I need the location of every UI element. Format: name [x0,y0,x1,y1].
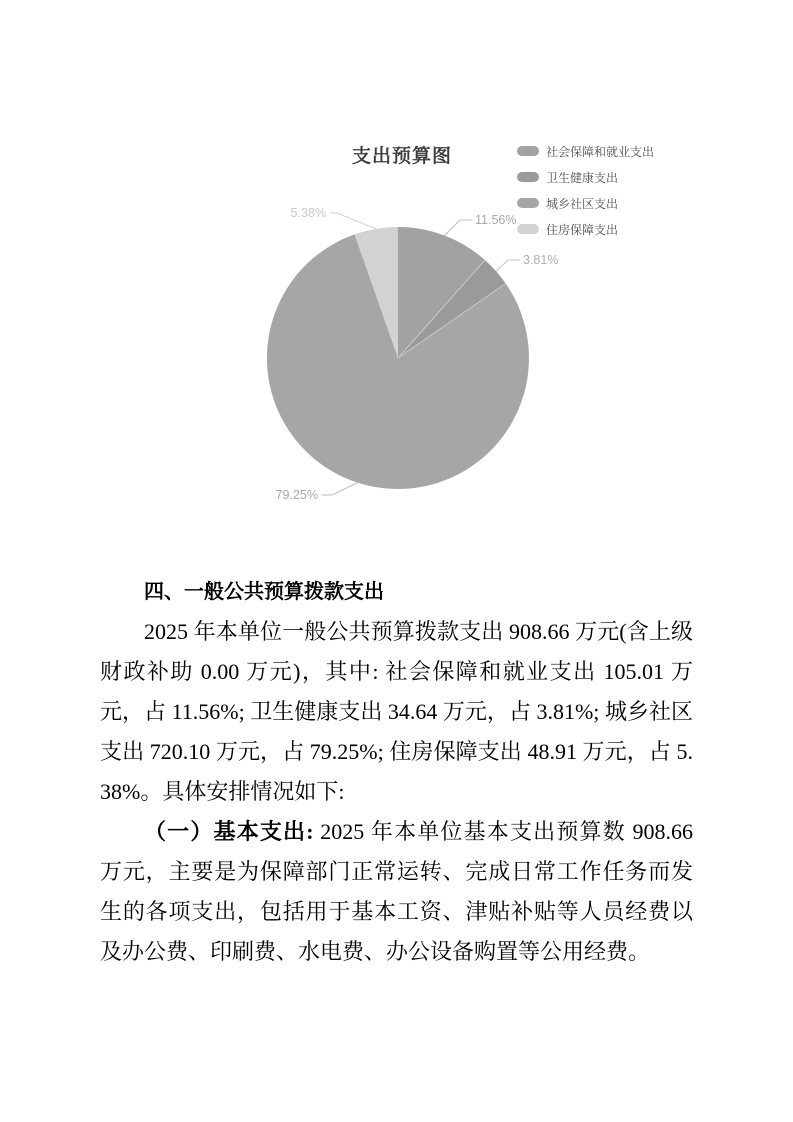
paragraph-budget-summary-text: 2025 年本单位一般公共预算拨款支出 908.66 万元(含上级财政补助 0.00 万元)，其中: 社会保障和就业支出 105.01 万元，占 11.56%; 卫生健康支出 34.64 万元，占 3.81%; 城乡社区支出 720.10 万元，占 79.25%; 住房保障支出 48.91 万元，占 5.38%。具体安排情况如下: [100,619,693,804]
chart-title: 支出预算图 [351,146,452,167]
expenditure-pie-chart [180,135,740,525]
pie-percent-label-2: 79.25% [275,488,318,502]
legend-item-0 [517,138,654,164]
legend-swatch-icon [517,198,539,208]
pie-percent-label-1: 3.81% [523,253,559,267]
legend-swatch-icon [517,172,539,182]
pie-percent-label-0: 11.56% [475,213,517,227]
legend-item-3 [517,216,654,242]
section-heading: 四、一般公共预算拨款支出 [144,581,384,603]
paragraph-bold-lead: （一）基本支出: [144,819,314,844]
chart-legend [517,138,654,242]
legend-swatch-icon [517,224,539,234]
legend-label: 卫生健康支出 [546,170,619,185]
legend-item-2 [517,190,654,216]
legend-item-1 [517,164,654,190]
pie-chart [180,135,740,525]
pie-label-line-0 [445,220,473,236]
paragraph-budget-summary [100,612,693,812]
paragraph-basic-expenditure [100,812,693,972]
legend-label: 住房保障支出 [546,222,619,237]
paragraph-basic-expenditure-text: 2025 年本单位基本支出预算数 908.66 万元，主要是为保障部门正常运转、完成日常工作任务而发生的各项支出，包括用于基本工资、津贴补贴等人员经费以及办公费、印刷费、水电费、办公设备购置等公用经费。 [100,819,693,964]
legend-label: 城乡社区支出 [546,196,619,211]
pie-label-line-1 [496,260,520,271]
pie-label-line-3 [330,213,376,229]
body-text [100,572,693,972]
pie-label-line-2 [322,483,358,495]
pie-percent-label-3: 5.38% [290,206,326,220]
legend-swatch-icon [517,146,539,156]
legend-label: 社会保障和就业支出 [546,144,655,159]
